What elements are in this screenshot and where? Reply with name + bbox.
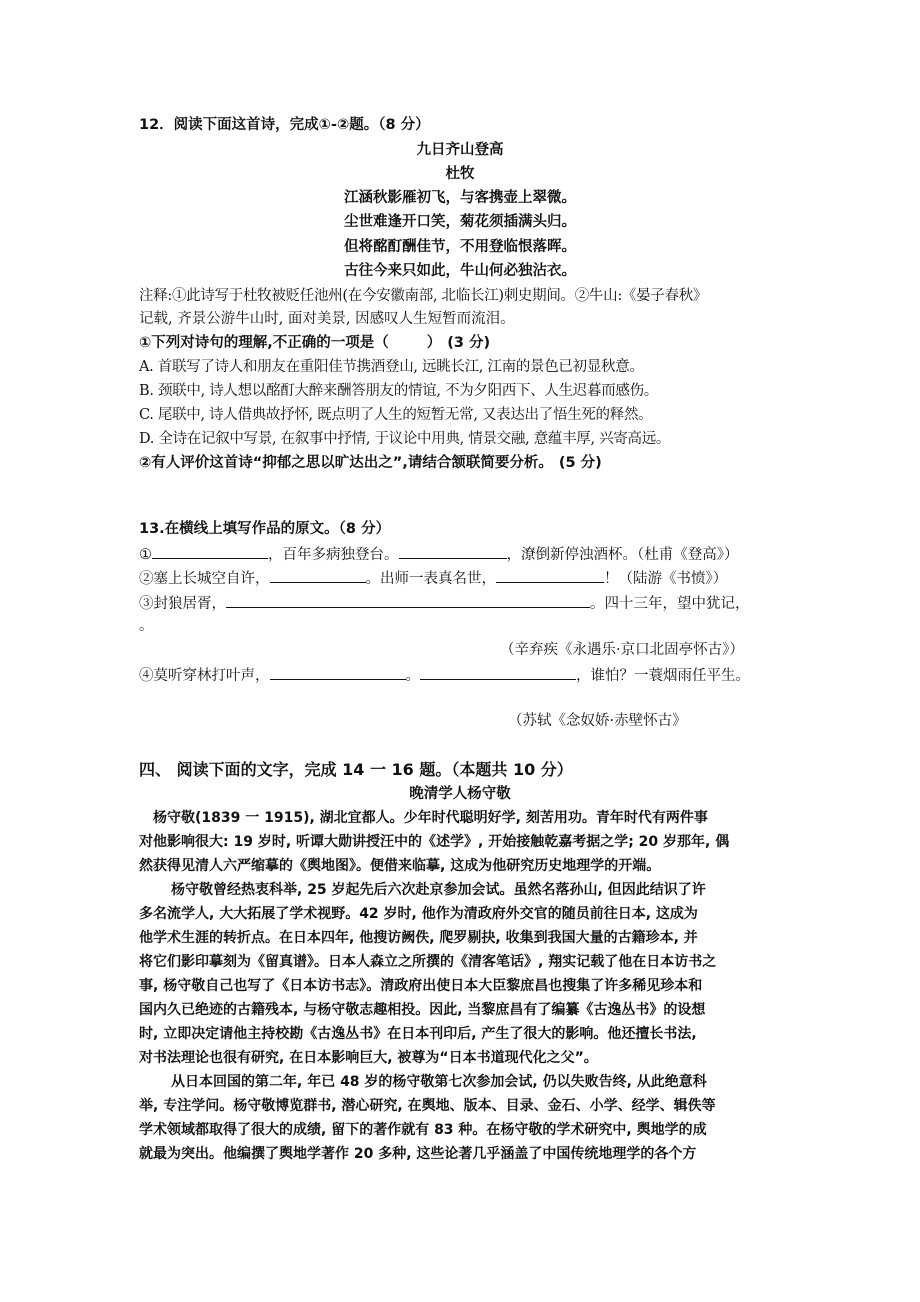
sub-question-1-text: ①下列对诗句的理解,不正确的一项是（ bbox=[139, 335, 389, 351]
fill-blank-4a[interactable] bbox=[270, 664, 406, 680]
option-c: C. 尾联中, 诗人借典故抒怀, 既点明了人生的短暂无常, 又表达出了悟生死的释然。 bbox=[139, 407, 653, 423]
article-line-14: 学术领域都取得了很大的成绩, 留下的著作就有 83 种。在杨守敬的学术研究中, 舆地学的成 bbox=[139, 1122, 707, 1138]
option-b: B. 颈联中, 诗人想以酩酊大醉来酬答朋友的情谊, 不为夕阳西下、人生迟暮而感伤。 bbox=[139, 383, 659, 399]
fill-item-1-end: ，潦倒新停浊酒杯。（杜甫《登高》） bbox=[506, 547, 739, 563]
article-title: 晚清学人杨守敬 bbox=[409, 786, 511, 802]
fill-item-3-wrap: 。 bbox=[139, 618, 154, 634]
question-12-header: 12．阅读下面这首诗，完成①-②题。（8 分） bbox=[139, 117, 430, 133]
fill-item-4-end: ，谁怕？一蓑烟雨任平生。 bbox=[576, 668, 750, 684]
fill-item-4-start: ④莫听穿林打叶声， bbox=[139, 668, 270, 684]
fill-item-2-end: ！（陆游《书愤》） bbox=[604, 571, 728, 587]
fill-item-2-mid: 。出师一表真名世， bbox=[365, 571, 496, 587]
poem-author: 杜牧 bbox=[445, 166, 475, 182]
article-line-11: 对书法理论也很有研究, 在日本影响巨大, 被尊为“日本书道现代化之父”。 bbox=[139, 1050, 598, 1066]
article-line-3: 然获得见清人六严缩摹的《舆地图》。便借来临摹, 这成为他研究历史地理学的开端。 bbox=[139, 858, 661, 874]
fill-item-1 bbox=[139, 543, 739, 565]
article-line-12: 从日本回国的第二年, 年已 48 岁的杨守敬第七次参加会试, 仍以失败告终, 从此绝意科 bbox=[171, 1074, 707, 1090]
fill-item-1-mid: ，百年多病独登台。 bbox=[268, 547, 399, 563]
poem-note-line-1: 注释:①此诗写于杜牧被贬任池州(在今安徽南部, 北临长江)刺史期间。②牛山:《晏子春秋》 bbox=[139, 288, 708, 304]
sub-question-2-score: (5 分) bbox=[558, 455, 602, 471]
fill-item-2 bbox=[139, 567, 727, 589]
fill-blank-1b[interactable] bbox=[399, 543, 507, 559]
question-13-header: 13.在横线上填写作品的原文。（8 分） bbox=[139, 521, 391, 537]
fill-item-3-end: 。四十三年，望中犹记， bbox=[590, 596, 750, 612]
sub-question-2-text: ②有人评价这首诗“抑郁之思以旷达出之”,请结合颔联简要分析。 bbox=[139, 455, 553, 471]
fill-blank-4b[interactable] bbox=[420, 664, 576, 680]
article-line-4: 杨守敬曾经热衷科举, 25 岁起先后六次赴京参加会试。虽然名落孙山, 但因此结识了许 bbox=[171, 882, 706, 898]
fill-item-1-num: ① bbox=[139, 547, 152, 563]
fill-blank-3[interactable] bbox=[226, 592, 590, 608]
article-line-9: 国内久已绝迹的古籍残本, 与杨守敬志趣相投。因此, 当黎庶昌有了编纂《古逸丛书》的设想 bbox=[139, 1002, 706, 1018]
option-d: D. 全诗在记叙中写景, 在叙事中抒情, 于议论中用典, 情景交融, 意蕴丰厚, 兴寄高远。 bbox=[139, 431, 671, 447]
section-4-header: 四、 阅读下面的文字，完成 14 一 16 题。（本题共 10 分） bbox=[139, 760, 573, 779]
fill-item-3-source: （辛弃疾《永遇乐·京口北固亭怀古》） bbox=[500, 642, 744, 658]
fill-blank-2a[interactable] bbox=[270, 567, 366, 583]
sub-question-1 bbox=[139, 333, 490, 353]
article-line-8: 事, 杨守敬自己也写了《日本访书志》。清政府出使日本大臣黎庶昌也搜集了许多稀见珍本和 bbox=[139, 978, 703, 994]
poem-line-3: 但将酩酊酬佳节，不用登临恨落晖。 bbox=[344, 239, 576, 255]
fill-item-4 bbox=[139, 664, 750, 686]
sub-question-1-paren-close: ） bbox=[426, 335, 442, 351]
article-line-2: 对他影响很大: 19 岁时, 听谭大勋讲授汪中的《述学》, 开始接触乾嘉考据之学; 20 岁那年, 偶 bbox=[139, 834, 730, 850]
fill-item-3-start: ③封狼居胥， bbox=[139, 596, 226, 612]
fill-blank-2b[interactable] bbox=[496, 567, 604, 583]
poem-line-2: 尘世难逢开口笑，菊花须插满头归。 bbox=[344, 214, 576, 230]
fill-item-4-mid: 。 bbox=[405, 668, 420, 684]
option-a: A. 首联写了诗人和朋友在重阳佳节携酒登山, 远眺长江, 江南的景色已初显秋意。 bbox=[139, 359, 644, 375]
sub-question-2 bbox=[139, 453, 602, 473]
poem-line-1: 江涵秋影雁初飞，与客携壶上翠微。 bbox=[344, 190, 576, 206]
fill-item-3 bbox=[139, 592, 750, 614]
poem-title: 九日齐山登高 bbox=[416, 142, 504, 158]
poem-note-line-2: 记载, 齐景公游牛山时, 面对美景, 因感叹人生短暂而流泪。 bbox=[139, 311, 515, 327]
article-line-15: 就最为突出。他编撰了舆地学著作 20 多种, 这些论著几乎涵盖了中国传统地理学的各个方 bbox=[139, 1146, 697, 1162]
article-line-5: 多名流学人, 大大拓展了学术视野。42 岁时, 他作为清政府外交官的随员前往日本, 这成为 bbox=[139, 906, 698, 922]
fill-item-2-start: ②塞上长城空自许， bbox=[139, 571, 270, 587]
poem-line-4: 古往今来只如此，牛山何必独沾衣。 bbox=[344, 263, 576, 279]
article-line-1: 杨守敬(1839 一 1915), 湖北宜都人。少年时代聪明好学, 刻苦用功。青年时代有两件事 bbox=[153, 810, 708, 826]
sub-question-1-score: (3 分) bbox=[447, 335, 491, 351]
fill-blank-1a[interactable] bbox=[152, 543, 268, 559]
article-line-7: 将它们影印摹刻为《留真谱》。日本人森立之所撰的《清客笔话》, 翔实记载了他在日本访书之 bbox=[139, 954, 717, 970]
article-line-10: 时, 立即决定请他主持校勘《古逸丛书》在日本刊印后, 产生了很大的影响。他还擅长书法, bbox=[139, 1026, 697, 1042]
fill-item-4-source: （苏轼《念奴娇·赤壁怀古》 bbox=[508, 713, 687, 729]
article-line-13: 举, 专注学问。杨守敬博览群书, 潜心研究, 在舆地、版本、目录、金石、小学、经学、辑佚等 bbox=[139, 1098, 716, 1114]
article-line-6: 他学术生涯的转折点。在日本四年, 他搜访阙佚, 爬罗剔抉, 收集到我国大量的古籍珍本, 并 bbox=[139, 930, 698, 946]
